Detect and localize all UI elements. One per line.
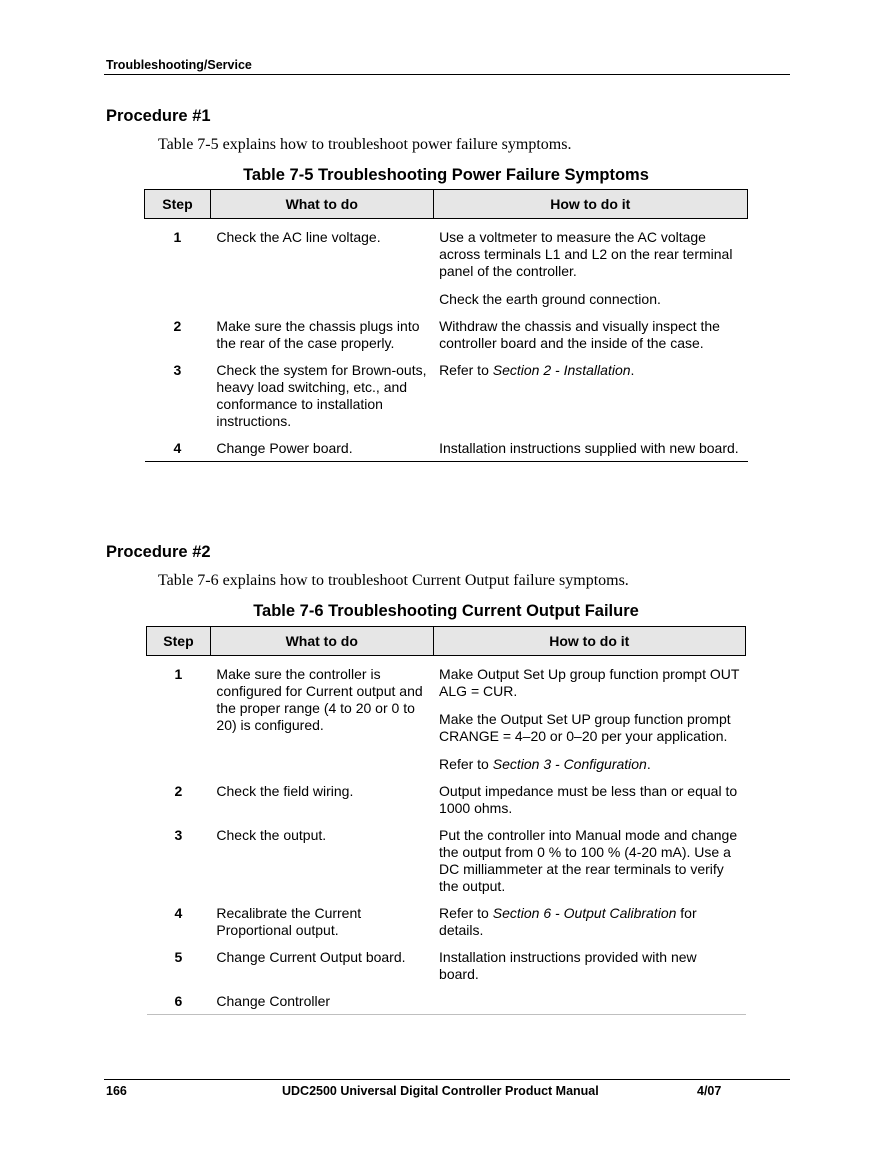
step-number: 6 bbox=[147, 983, 211, 1015]
instruction-text bbox=[439, 756, 739, 773]
what-to-do-cell: Make sure the controller is configured for Current output and the proper range (4 to 20 or 0 to 20) is configured. bbox=[216, 666, 423, 733]
what-to-do-cell: Check the output. bbox=[216, 827, 327, 843]
instruction-text: Check the earth ground connection. bbox=[439, 291, 661, 307]
manual-title: UDC2500 Universal Digital Controller Product Manual bbox=[282, 1084, 599, 1098]
reference-suffix: . bbox=[630, 362, 635, 378]
column-header-what-to-do: What to do bbox=[210, 190, 433, 219]
instruction-text bbox=[439, 905, 739, 939]
table-7-6 bbox=[146, 626, 746, 1015]
section-reference: Section 3 - Configuration bbox=[492, 756, 647, 772]
table-row bbox=[145, 308, 748, 352]
footer-rule bbox=[104, 1079, 790, 1080]
step-number: 5 bbox=[174, 949, 183, 965]
what-to-do-cell: Change Power board. bbox=[210, 430, 433, 462]
page-number: 166 bbox=[106, 1084, 127, 1098]
what-to-do-cell: Check the field wiring. bbox=[216, 783, 354, 799]
table-row bbox=[145, 430, 748, 462]
procedure-2-title: Procedure #2 bbox=[106, 543, 211, 561]
column-header-how-to-do-it: How to do it bbox=[433, 190, 747, 219]
how-to-do-it-cell bbox=[433, 983, 745, 1015]
table-header-row bbox=[147, 627, 746, 656]
table-7-5-title: Table 7-5 Troubleshooting Power Failure Symptoms bbox=[243, 166, 649, 184]
column-header-step: Step bbox=[145, 190, 211, 219]
column-header-what-to-do: What to do bbox=[210, 627, 433, 656]
reference-prefix: Refer to bbox=[439, 756, 493, 772]
how-to-do-it-cell bbox=[433, 308, 747, 352]
how-to-do-it-cell bbox=[433, 352, 747, 430]
table-header-row bbox=[145, 190, 748, 219]
instruction-text: Make Output Set Up group function prompt OUT ALG = CUR. bbox=[439, 666, 740, 699]
column-header-how-to-do-it: How to do it bbox=[433, 627, 745, 656]
running-header: Troubleshooting/Service bbox=[106, 58, 252, 72]
instruction-text: Withdraw the chassis and visually inspect the controller board and the inside of the case. bbox=[439, 318, 720, 351]
step-number: 3 bbox=[173, 362, 182, 378]
table-row bbox=[147, 773, 746, 817]
procedure-2-intro: Table 7-6 explains how to troubleshoot Current Output failure symptoms. bbox=[158, 572, 629, 589]
instruction-text: Output impedance must be less than or equal to 1000 ohms. bbox=[439, 783, 738, 816]
instruction-text: Installation instructions provided with new board. bbox=[439, 949, 697, 982]
table-row bbox=[147, 939, 746, 983]
step-number: 1 bbox=[173, 229, 182, 245]
table-row bbox=[147, 817, 746, 895]
header-rule bbox=[104, 74, 790, 75]
how-to-do-it-cell bbox=[433, 939, 745, 983]
step-number: 1 bbox=[174, 666, 183, 682]
reference-prefix: Refer to bbox=[439, 905, 493, 921]
instruction-text: Installation instructions supplied with new board. bbox=[439, 440, 739, 456]
table-7-6-title: Table 7-6 Troubleshooting Current Output Failure bbox=[253, 602, 639, 620]
step-number: 3 bbox=[174, 827, 183, 843]
reference-suffix: . bbox=[646, 756, 651, 772]
instruction-text: Make the Output Set UP group function prompt CRANGE = 4–20 or 0–20 per your application. bbox=[439, 711, 731, 744]
reference-prefix: Refer to bbox=[439, 362, 493, 378]
table-row bbox=[147, 895, 746, 939]
step-number: 4 bbox=[174, 905, 183, 921]
table-row bbox=[145, 219, 748, 309]
section-reference: Section 6 - Output Calibration bbox=[492, 905, 677, 921]
what-to-do-cell: Change Controller bbox=[210, 983, 433, 1015]
table-7-5 bbox=[144, 189, 748, 462]
how-to-do-it-cell bbox=[433, 817, 745, 895]
how-to-do-it-cell bbox=[433, 773, 745, 817]
step-number: 4 bbox=[145, 430, 211, 462]
how-to-do-it-cell bbox=[433, 656, 745, 774]
section-reference: Section 2 - Installation bbox=[492, 362, 631, 378]
instruction-text: Use a voltmeter to measure the AC voltage across terminals L1 and L2 on the rear terminal panel of the controller. bbox=[439, 229, 733, 279]
instruction-text bbox=[439, 362, 741, 379]
procedure-1-intro: Table 7-5 explains how to troubleshoot power failure symptoms. bbox=[158, 136, 572, 153]
instruction-text: Put the controller into Manual mode and change the output from 0 % to 100 % (4-20 mA). Use a DC milliammeter at the rear terminals to verify the output. bbox=[439, 827, 738, 894]
what-to-do-cell: Recalibrate the Current Proportional output. bbox=[216, 905, 362, 938]
what-to-do-cell: Check the system for Brown-outs, heavy load switching, etc., and conformance to installation instructions. bbox=[216, 362, 427, 429]
column-header-step: Step bbox=[147, 627, 211, 656]
what-to-do-cell: Check the AC line voltage. bbox=[216, 229, 381, 245]
procedure-1-title: Procedure #1 bbox=[106, 107, 211, 125]
publication-date: 4/07 bbox=[697, 1084, 722, 1098]
table-row bbox=[147, 656, 746, 774]
table-row bbox=[147, 983, 746, 1015]
step-number: 2 bbox=[174, 783, 183, 799]
table-row bbox=[145, 352, 748, 430]
step-number: 2 bbox=[173, 318, 182, 334]
how-to-do-it-cell bbox=[433, 219, 747, 309]
how-to-do-it-cell bbox=[433, 430, 747, 462]
how-to-do-it-cell bbox=[433, 895, 745, 939]
what-to-do-cell: Change Current Output board. bbox=[216, 949, 406, 965]
reference-suffix: for details. bbox=[439, 905, 697, 938]
what-to-do-cell: Make sure the chassis plugs into the rear of the case properly. bbox=[216, 318, 420, 351]
